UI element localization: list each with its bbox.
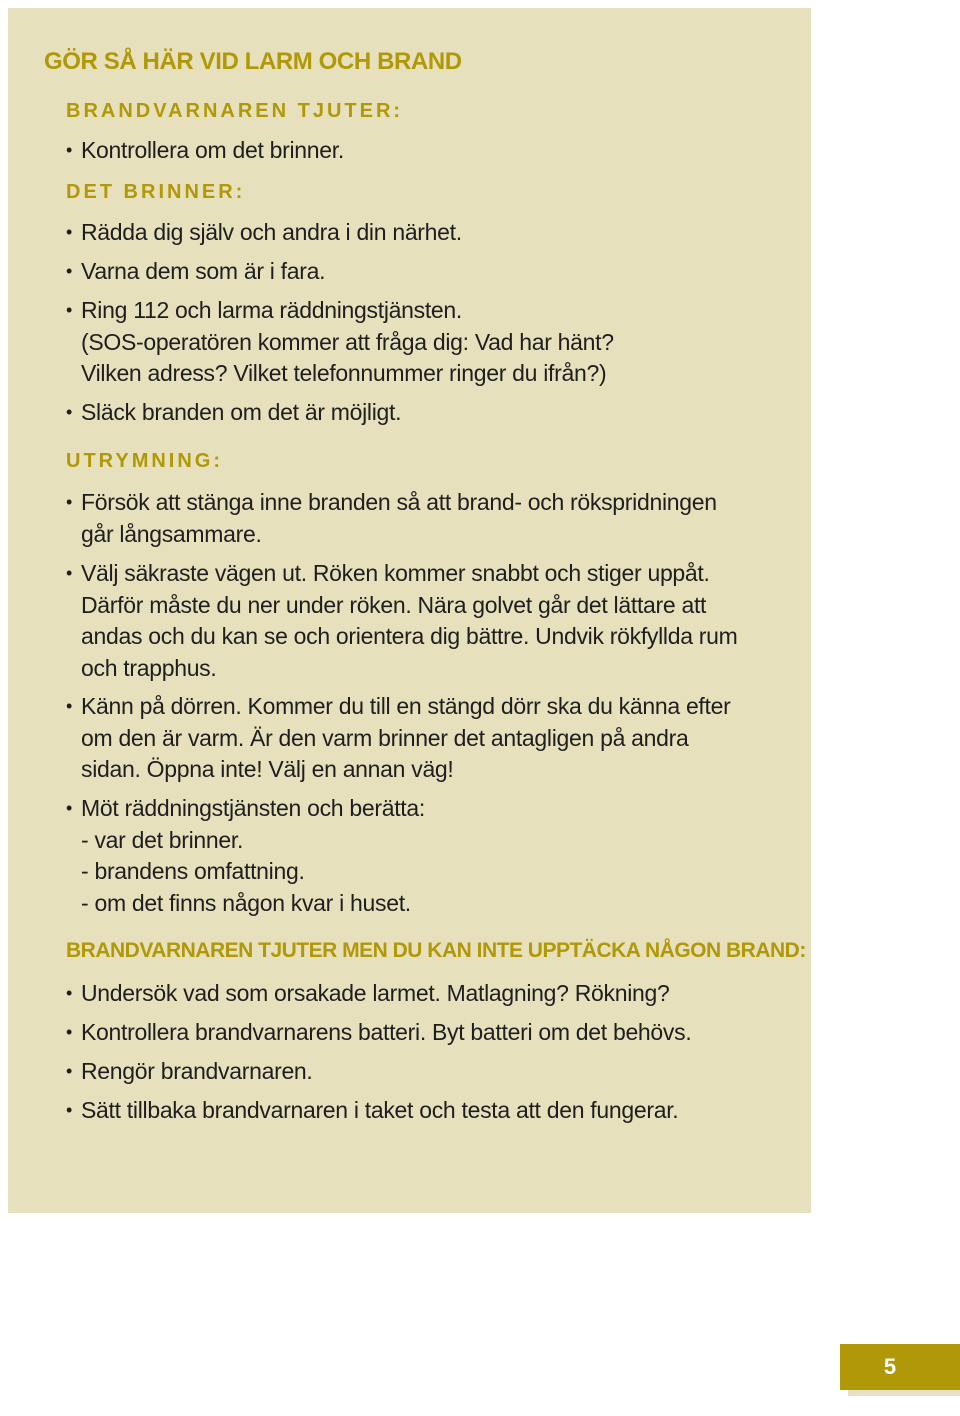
list-item-text	[81, 135, 766, 167]
bullet-icon: •	[66, 563, 73, 583]
bullet-icon: •	[66, 798, 73, 818]
list-item-text	[81, 256, 766, 288]
list-item	[66, 397, 766, 429]
bullet-icon: •	[66, 1022, 73, 1042]
text-line: Varna dem som är i fara.	[81, 258, 326, 284]
page-number: 5	[883, 1354, 897, 1379]
page-number-tab	[840, 1344, 960, 1390]
text-line: - var det brinner.	[81, 826, 244, 853]
section-heading: DET BRINNER:	[66, 181, 246, 203]
text-line: - om det finns någon kvar i huset.	[81, 889, 411, 916]
list-item	[66, 558, 766, 684]
text-line: (SOS-operatören kommer att fråga dig: Vad har hänt?	[81, 328, 614, 355]
bullet-icon: •	[66, 492, 73, 512]
text-line: och trapphus.	[81, 654, 217, 681]
list-item-text	[81, 793, 766, 919]
list-item	[66, 217, 766, 249]
list-item-text	[81, 487, 766, 550]
section-heading: BRANDVARNAREN TJUTER:	[66, 100, 404, 122]
text-line: Kontrollera om det brinner.	[81, 137, 344, 163]
list-item	[66, 1056, 766, 1088]
list-item-text	[81, 691, 766, 786]
text-line: Rengör brandvarnaren.	[81, 1058, 313, 1084]
list-item-text	[81, 978, 766, 1010]
list-item	[66, 256, 766, 288]
text-line: Försök att stänga inne branden så att brand- och rökspridningen	[81, 489, 717, 515]
text-line: Rädda dig själv och andra i din närhet.	[81, 219, 462, 245]
bullet-icon: •	[66, 140, 73, 160]
section-heading: UTRYMNING:	[66, 450, 224, 472]
text-line: Välj säkraste vägen ut. Röken kommer snabbt och stiger uppåt.	[81, 560, 710, 586]
list-item	[66, 1095, 766, 1127]
list-item-text	[81, 295, 766, 390]
text-line: går långsammare.	[81, 520, 262, 547]
list-item	[66, 295, 766, 390]
text-line: Sätt tillbaka brandvarnaren i taket och testa att den fungerar.	[81, 1097, 679, 1123]
text-line: Kontrollera brandvarnarens batteri. Byt batteri om det behövs.	[81, 1019, 692, 1045]
list-item	[66, 135, 766, 167]
text-line: Släck branden om det är möjligt.	[81, 399, 402, 425]
list-item	[66, 487, 766, 550]
page-title: GÖR SÅ HÄR VID LARM OCH BRAND	[44, 48, 462, 75]
list-item-text	[81, 217, 766, 249]
list-item	[66, 978, 766, 1010]
bullet-icon: •	[66, 222, 73, 242]
list-item-text	[81, 1056, 766, 1088]
bullet-icon: •	[66, 1061, 73, 1081]
section-heading: BRANDVARNAREN TJUTER MEN DU KAN INTE UPPTÄCKA NÅGON BRAND:	[66, 939, 806, 962]
text-line: andas och du kan se och orientera dig bättre. Undvik rökfyllda rum	[81, 623, 738, 649]
text-line: Därför måste du ner under röken. Nära golvet går det lättare att	[81, 591, 707, 618]
bullet-icon: •	[66, 983, 73, 1003]
list-item-text	[81, 558, 766, 684]
bullet-icon: •	[66, 1100, 73, 1120]
bullet-icon: •	[66, 261, 73, 281]
list-item	[66, 691, 766, 786]
list-item	[66, 1017, 766, 1049]
text-line: Undersök vad som orsakade larmet. Matlagning? Rökning?	[81, 980, 670, 1006]
text-line: Vilken adress? Vilket telefonnummer ringer du ifrån?)	[81, 360, 607, 386]
list-item-text	[81, 397, 766, 429]
list-item	[66, 793, 766, 919]
list-item-text	[81, 1017, 766, 1049]
text-line: - brandens omfattning.	[81, 858, 305, 884]
list-item-text	[81, 1095, 766, 1127]
text-line: Känn på dörren. Kommer du till en stängd dörr ska du känna efter	[81, 693, 731, 719]
bullet-icon: •	[66, 696, 73, 716]
bullet-icon: •	[66, 402, 73, 422]
text-line: sidan. Öppna inte! Välj en annan väg!	[81, 756, 454, 782]
bullet-icon: •	[66, 300, 73, 320]
text-line: Möt räddningstjänsten och berätta:	[81, 795, 425, 821]
text-line: om den är varm. Är den varm brinner det antagligen på andra	[81, 724, 689, 751]
text-line: Ring 112 och larma räddningstjänsten.	[81, 297, 462, 323]
